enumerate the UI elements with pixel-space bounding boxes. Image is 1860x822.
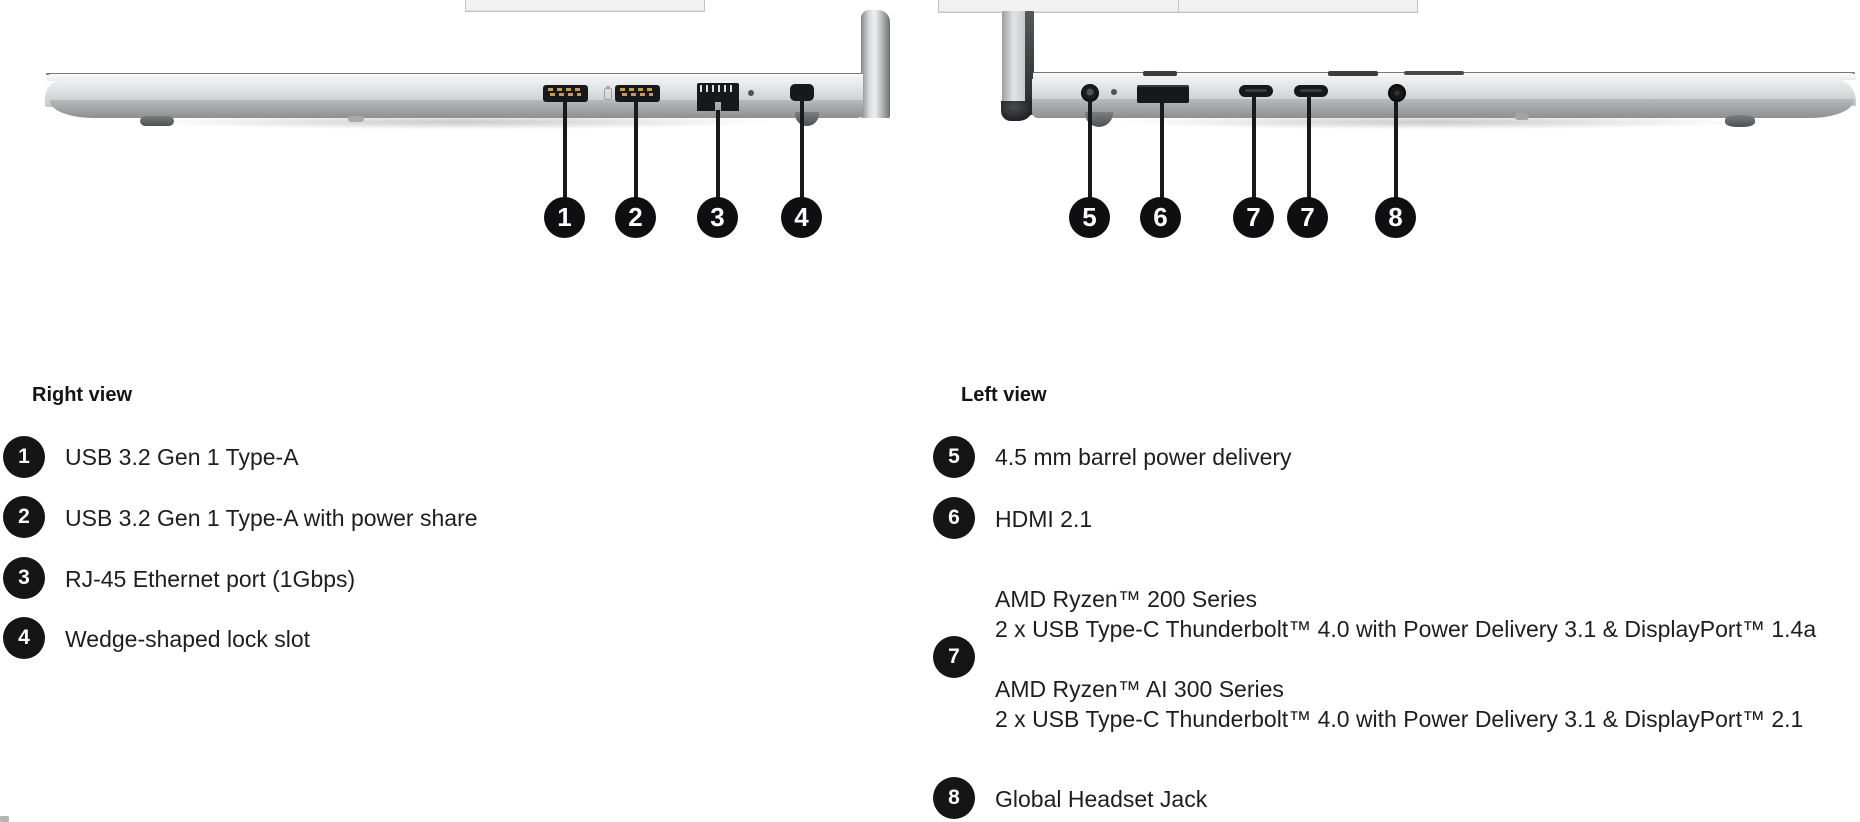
hdmi-port	[1137, 85, 1189, 103]
callout-number: 3	[710, 202, 725, 232]
legend-label-7-line-3: AMD Ryzen™ AI 300 Series	[995, 676, 1284, 702]
laptop-base	[50, 100, 863, 118]
badge-number: 2	[18, 505, 30, 528]
power-share-battery-icon-nub	[606, 86, 610, 88]
headset-jack-port	[1388, 84, 1406, 102]
legend-badge-3	[3, 557, 45, 599]
usb-pins	[620, 88, 655, 91]
legend-badge-1	[3, 436, 45, 478]
usb-pins	[550, 93, 581, 96]
legend-badge-2	[3, 496, 45, 538]
callout-leader-7a	[1252, 96, 1256, 198]
usb-pins	[622, 93, 653, 96]
usb-a-port-2	[615, 85, 660, 102]
callout-leader-8	[1394, 101, 1398, 198]
badge-number: 5	[948, 445, 960, 468]
legend-label-8: Global Headset Jack	[995, 786, 1208, 812]
legend-label-7-line-4: 2 x USB Type-C Thunderbolt™ 4.0 with Power Delivery 3.1 & DisplayPort™ 2.1	[995, 706, 1804, 732]
usb-c-slot	[1300, 89, 1322, 92]
callout-8	[1375, 197, 1416, 238]
usb-c-port-2	[1294, 85, 1328, 97]
laptop-foot	[348, 116, 364, 122]
callout-leader-5	[1088, 101, 1092, 198]
usb-c-port-1	[1239, 85, 1273, 97]
rj45-leg-right	[721, 101, 739, 111]
rj45-ethernet-port	[697, 83, 739, 102]
callout-7b	[1287, 197, 1328, 238]
legend-label-7-line-1: AMD Ryzen™ 200 Series	[995, 586, 1258, 612]
callout-number: 1	[557, 202, 572, 232]
callout-number: 7	[1246, 202, 1261, 232]
legend-label-7-blank-line	[995, 644, 1816, 674]
left-view-heading: Left view	[961, 384, 1047, 406]
legend-label-7-line-2: 2 x USB Type-C Thunderbolt™ 4.0 with Power Delivery 3.1 & DisplayPort™ 1.4a	[995, 616, 1817, 642]
callout-number: 7	[1300, 202, 1315, 232]
badge-number: 8	[948, 786, 960, 809]
legend-badge-7	[933, 636, 975, 678]
laptop-foot	[1515, 113, 1529, 120]
callout-leader-3	[716, 110, 720, 198]
usb-a-port-1	[543, 85, 588, 102]
callout-number: 5	[1082, 202, 1097, 232]
usb-c-slot	[1245, 89, 1267, 92]
lid-bumper-strip	[1328, 71, 1378, 76]
callout-7a	[1233, 197, 1274, 238]
legend-badge-5	[933, 436, 975, 478]
callout-leader-6	[1160, 102, 1164, 198]
callout-number: 4	[794, 202, 809, 232]
badge-number: 3	[18, 566, 30, 589]
legend-label-5: 4.5 mm barrel power delivery	[995, 444, 1292, 470]
callout-number: 6	[1153, 202, 1168, 232]
lid-bumper-strip	[1404, 71, 1464, 75]
callout-3	[697, 197, 738, 238]
legend-label-2: USB 3.2 Gen 1 Type-A with power share	[65, 505, 478, 531]
badge-number: 4	[18, 626, 30, 649]
usb-pins	[548, 88, 583, 91]
barrel-power-port	[1081, 84, 1099, 102]
left-view-figure	[930, 0, 1860, 260]
legend-badge-4	[3, 617, 45, 659]
badge-number: 1	[18, 445, 30, 468]
legend-label-1: USB 3.2 Gen 1 Type-A	[65, 444, 299, 470]
badge-number: 6	[948, 506, 960, 529]
legend-label-4: Wedge-shaped lock slot	[65, 626, 311, 652]
laptop-lid-edge	[861, 10, 890, 118]
callout-2	[615, 197, 656, 238]
callout-4	[781, 197, 822, 238]
callout-1	[544, 197, 585, 238]
callout-leader-4	[800, 100, 804, 198]
callout-number: 2	[628, 202, 643, 232]
mic-hole-dot	[1111, 89, 1117, 95]
right-view-figure	[0, 0, 930, 260]
laptop-foot	[140, 116, 174, 126]
callout-leader-7b	[1307, 96, 1311, 198]
callout-6	[1140, 197, 1181, 238]
callout-number: 8	[1388, 202, 1403, 232]
callout-leader-2	[634, 101, 638, 198]
legend-badge-6	[933, 497, 975, 539]
lid-bumper-strip	[1143, 71, 1177, 76]
badge-number: 7	[948, 645, 960, 668]
legend-label-7-block	[995, 584, 1816, 734]
laptop-screen-back	[1002, 11, 1025, 112]
legend-badge-8	[933, 777, 975, 819]
callout-5	[1069, 197, 1110, 238]
callout-leader-1	[563, 101, 567, 198]
wedge-lock-slot	[790, 84, 814, 101]
legend-label-6: HDMI 2.1	[995, 506, 1093, 532]
right-view-heading: Right view	[32, 384, 133, 406]
cropped-corner-artifact	[0, 816, 9, 822]
mic-hole-dot	[748, 90, 754, 96]
legend-label-3: RJ-45 Ethernet port (1Gbps)	[65, 566, 356, 592]
rj45-pins	[700, 85, 736, 92]
power-share-battery-icon	[604, 88, 612, 100]
rj45-leg-left	[697, 101, 715, 111]
laptop-foot	[1725, 115, 1755, 127]
